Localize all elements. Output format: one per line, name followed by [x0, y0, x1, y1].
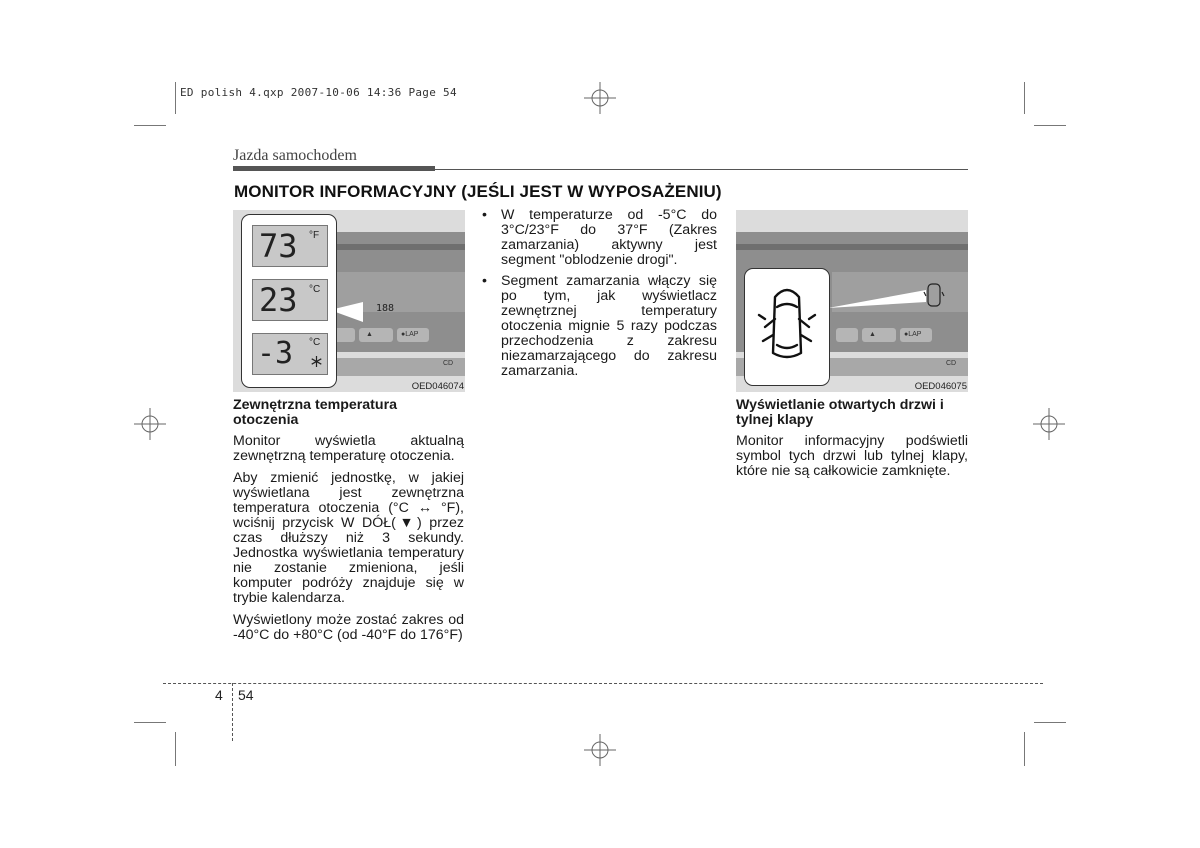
- car-doors-open-icon: [745, 269, 829, 385]
- figure-door-open: [736, 210, 968, 392]
- chapter-title: Jazda samochodem: [233, 147, 357, 164]
- right-column: [736, 398, 968, 486]
- right-heading: Wyświetlanie otwartych drzwi i tylnej klapy: [736, 397, 944, 428]
- dash-button-up-right: ▲: [869, 331, 876, 338]
- right-paragraph-1: Monitor informacyjny podświetli symbol tych drzwi lub tylnej klapy, które nie są całkowicie zamknięte.: [736, 433, 968, 479]
- left-heading: Zewnętrzna temperatura otoczenia: [233, 397, 397, 428]
- figure-code-right: OED046075: [914, 381, 967, 392]
- snowflake-icon: [311, 356, 322, 367]
- bullet-item: • Segment zamarzania włączy się po tym, jak wyświetlacz zewnętrznej temperatury otoczenia mignie 5 razy podczas przechodzenia z zakresu niezamarzającego do zakresu zamarzania.: [482, 273, 717, 379]
- page-number: 54: [238, 687, 254, 703]
- chapter-bar: [233, 166, 435, 171]
- footer-rule: [163, 683, 1043, 684]
- dash-button-lap-right: ●LAP: [904, 331, 922, 338]
- lcd-readout-freezing: -3 °C: [252, 333, 328, 375]
- left-paragraph-3: Wyświetlony może zostać zakres od -40°C do +80°C (od -40°F do 176°F): [233, 612, 464, 643]
- left-column: [233, 398, 464, 650]
- figure-code-left: OED046074: [411, 381, 464, 392]
- dash-button-lap: ●LAP: [401, 331, 419, 338]
- door-callout-panel: [744, 268, 830, 386]
- bullet-item: • W temperaturze od -5°C do 3°C/23°F do 37°F (Zakres zamarzania) aktywny jest segment "oblodzenie drogi".: [482, 207, 717, 268]
- dash-cd-label: CD: [443, 360, 454, 367]
- dash-button-up: ▲: [366, 331, 373, 338]
- printer-slug: ED polish 4.qxp 2007-10-06 14:36 Page 54: [180, 86, 457, 99]
- chapter-rule: [435, 169, 968, 170]
- dash-cd-label-right: CD: [946, 360, 957, 367]
- figure-outside-temperature: [233, 210, 465, 392]
- lcd-readout-celsius: 23 °C: [252, 279, 328, 321]
- middle-column: [482, 208, 717, 385]
- left-paragraph-1: Monitor wyświetla aktualną zewnętrzną temperaturę otoczenia.: [233, 433, 464, 464]
- left-paragraph-2: Aby zmienić jednostkę, w jakiej wyświetlana jest zewnętrzna temperatura otoczenia (°C ↔ °F), wciśnij przycisk W DÓŁ(▼) przez czas dłuższy niż 3 sekundy. Jednostka wyświetlania temperatury nie zostanie zmieniona, jeśli komputer podróży znajduje się w trybie kalendarza.: [233, 470, 464, 606]
- bullet-list: [482, 208, 717, 379]
- section-title: MONITOR INFORMACYJNY (JEŚLI JEST W WYPOSAŻENIU): [234, 182, 722, 201]
- footer-divider: [232, 683, 233, 741]
- lcd-readout-fahrenheit: 73 °F: [252, 225, 328, 267]
- lcd-callout-panel: [241, 214, 337, 388]
- chapter-number: 4: [215, 687, 223, 703]
- small-display-readout: 188: [376, 303, 395, 314]
